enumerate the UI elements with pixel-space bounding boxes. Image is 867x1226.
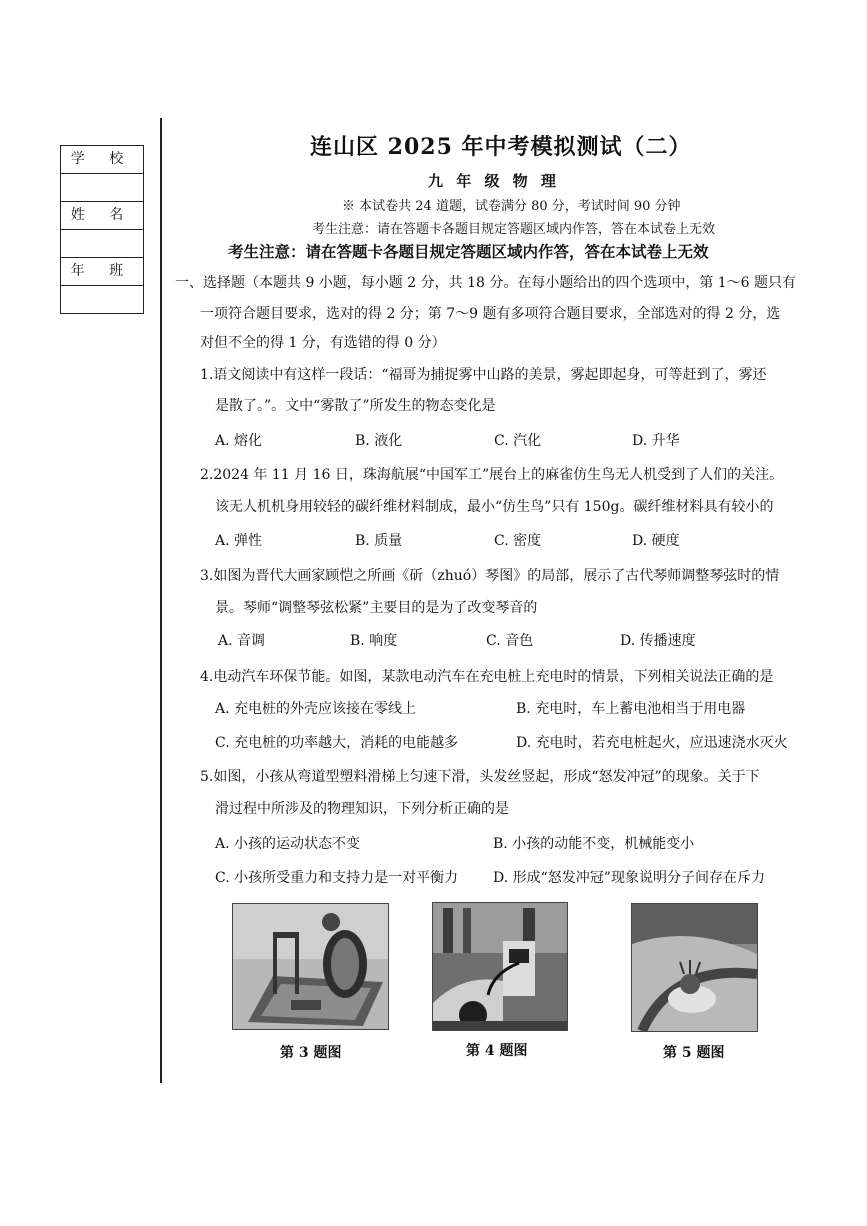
q5-option-a: A. 小孩的运动状态不变 bbox=[215, 836, 361, 852]
exam-subtitle: 九 年 级 物 理 bbox=[428, 172, 560, 190]
school-field[interactable] bbox=[61, 174, 143, 202]
q1-option-a: A. 熔化 bbox=[215, 433, 263, 449]
q1-line2: 是散了。”。文中“雾散了”所发生的物态变化是 bbox=[215, 398, 496, 414]
q4-option-d: D. 充电时，若充电桩起火，应迅速浇水灭火 bbox=[516, 735, 788, 751]
figure-3-caption: 第 3 题图 bbox=[280, 1045, 342, 1061]
figure-4-image bbox=[432, 902, 568, 1031]
q5-option-d: D. 形成“怒发冲冠”现象说明分子间存在斥力 bbox=[493, 870, 765, 886]
q3-option-b: B. 响度 bbox=[350, 633, 398, 649]
binding-line bbox=[160, 118, 162, 1083]
q1-option-c: C. 汽化 bbox=[494, 433, 542, 449]
q3-line1: 3.如图为晋代大画家顾恺之所画《斫（zhuó）琴图》的局部，展示了古代琴师调整琴弦时的情 bbox=[200, 568, 780, 584]
school-label: 学 校 bbox=[61, 146, 143, 174]
section1-line1: 一、选择题（本题共 9 小题，每小题 2 分，共 18 分。在每小题给出的四个选项中，第 1～6 题只有 bbox=[175, 275, 797, 291]
q3-line2: 景。琴师“调整琴弦松紧”主要目的是为了改变琴音的 bbox=[215, 600, 538, 616]
figure-5-image bbox=[631, 903, 758, 1032]
q4-option-b: B. 充电时，车上蓄电池相当于用电器 bbox=[516, 701, 746, 717]
section1-line3: 对但不全的得 1 分，有选错的得 0 分） bbox=[200, 335, 446, 351]
notice-bold: 考生注意：请在答题卡各题目规定答题区域内作答，答在本试卷上无效 bbox=[228, 242, 709, 261]
q5-line1: 5.如图，小孩从弯道型塑料滑梯上匀速下滑，头发丝竖起，形成“怒发冲冠”的现象。关于下 bbox=[200, 769, 760, 785]
q5-option-c: C. 小孩所受重力和支持力是一对平衡力 bbox=[215, 870, 459, 886]
q5-option-b: B. 小孩的动能不变，机械能变小 bbox=[493, 836, 695, 852]
q2-option-c: C. 密度 bbox=[494, 533, 542, 549]
q2-line1: 2.2024 年 11 月 16 日，珠海航展“中国军工”展台上的麻雀仿生鸟无人机受到了人们的关注。 bbox=[200, 467, 784, 483]
q2-line2: 该无人机机身用较轻的碳纤维材料制成，最小“仿生鸟”只有 150g。碳纤维材料具有较小的 bbox=[215, 499, 774, 515]
student-info-table bbox=[60, 145, 144, 314]
q5-line2: 滑过程中所涉及的物理知识，下列分析正确的是 bbox=[215, 801, 509, 817]
q4-option-c: C. 充电桩的功率越大，消耗的电能越多 bbox=[215, 735, 459, 751]
q3-option-c: C. 音色 bbox=[486, 633, 534, 649]
class-label: 年 班 bbox=[61, 258, 143, 286]
notice-small: 考生注意：请在答题卡各题目规定答题区域内作答，答在本试卷上无效 bbox=[312, 222, 716, 237]
q2-option-a: A. 弹性 bbox=[215, 533, 263, 549]
q4-line1: 4.电动汽车环保节能。如图，某款电动汽车在充电桩上充电时的情景，下列相关说法正确的是 bbox=[200, 669, 774, 685]
name-label: 姓 名 bbox=[61, 202, 143, 230]
q3-option-a: A. 音调 bbox=[218, 633, 266, 649]
figure-5-caption: 第 5 题图 bbox=[663, 1045, 725, 1061]
q3-option-d: D. 传播速度 bbox=[620, 633, 696, 649]
q2-option-d: D. 硬度 bbox=[632, 533, 680, 549]
q2-option-b: B. 质量 bbox=[355, 533, 403, 549]
class-field[interactable] bbox=[61, 286, 143, 313]
figure-4-caption: 第 4 题图 bbox=[466, 1043, 528, 1059]
name-field[interactable] bbox=[61, 230, 143, 258]
figure-3-image bbox=[232, 903, 389, 1030]
exam-title: 连山区 2025 年中考模拟测试（二） bbox=[310, 134, 692, 160]
q1-line1: 1.语文阅读中有这样一段话：“福哥为捕捉雾中山路的美景，雾起即起身，可等赶到了，雾还 bbox=[200, 367, 767, 383]
q1-option-d: D. 升华 bbox=[632, 433, 680, 449]
q4-option-a: A. 充电桩的外壳应该接在零线上 bbox=[215, 701, 417, 717]
section1-line2: 一项符合题目要求，选对的得 2 分；第 7～9 题有多项符合题目要求，全部选对的得 2 分，选 bbox=[200, 306, 781, 322]
exam-info: ※ 本试卷共 24 道题，试卷满分 80 分，考试时间 90 分钟 bbox=[342, 199, 681, 214]
q1-option-b: B. 液化 bbox=[355, 433, 403, 449]
